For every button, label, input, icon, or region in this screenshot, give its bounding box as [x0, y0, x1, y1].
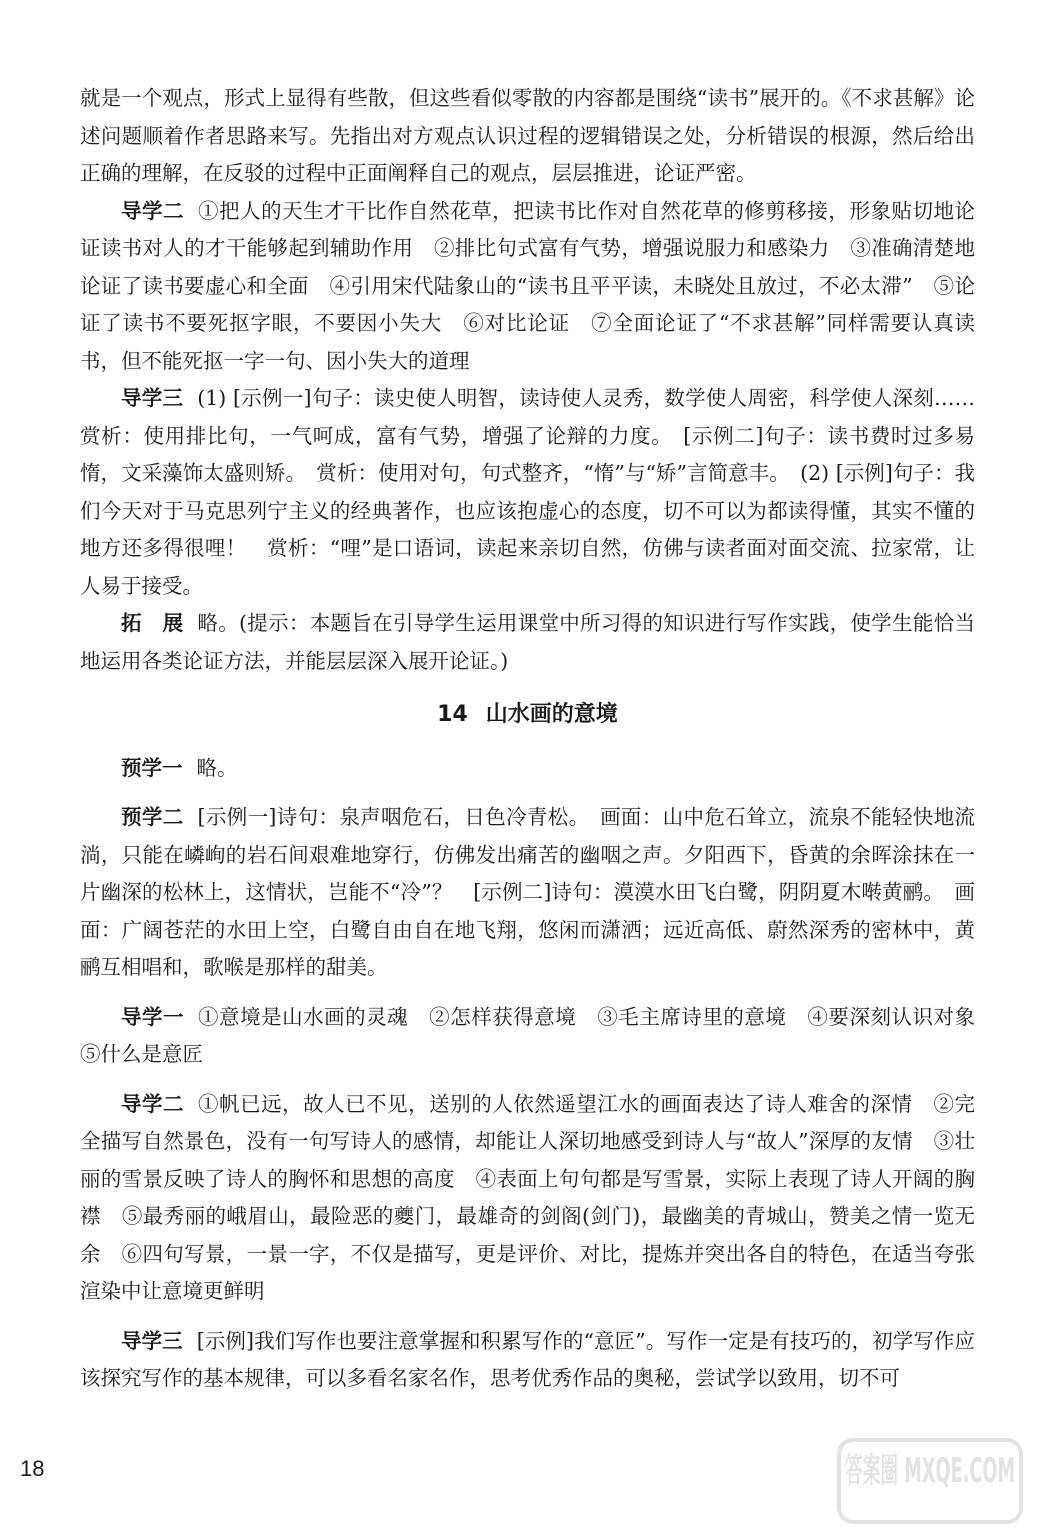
- s13-daoxue2: [80, 193, 975, 381]
- answer-content: [80, 80, 996, 1398]
- s14-daoxue3-label: 导学三: [121, 1328, 183, 1353]
- watermark-logo: [835, 1436, 1025, 1526]
- s14-daoxue2-text: ①帆已远，故人已不见，送别的人依然遥望江水的画面表达了诗人难舍的深情 ②完全描写自然景色，没有一句写诗人的感情，却能让人深切地感受到诗人与“故人”深厚的友情 ③壮丽的雪景反映了诗人的胸怀和思想的高度 ④表面上句句都是写雪景，实际上表现了诗人开阔的胸襟 ⑤最秀丽的峨眉山，最险恶的夔门，最雄奇的剑阁(剑门)，最幽美的青城山，赞美之情一览无余 ⑥四句写景，一景一字，不仅是描写，更是评价、对比，提炼并突出各自的特色，在适当夸张渲染中让意境更鲜明: [80, 1091, 976, 1303]
- s13-daoxue3: [80, 380, 996, 605]
- s14-daoxue1-text: ①意境是山水画的灵魂 ②怎样获得意境 ③毛主席诗里的意境 ④要深刻认识对象 ⑤什么是意匠: [80, 1004, 996, 1066]
- s14-yuxue1-text: 略。: [196, 755, 238, 780]
- s13-daoxue2-label: 导学二: [121, 198, 185, 223]
- s14-daoxue1: [80, 999, 996, 1074]
- continuation-paragraph: 就是一个观点，形式上显得有些散，但这些看似零散的内容都是围绕“读书”展开的。《不求甚解》论述问题顺着作者思路来写。先指出对方观点认识过程的逻辑错误之处，分析错误的根源，然后给出正确的理解，在反驳的过程中正面阐释自己的观点，层层推进，论证严密。: [80, 86, 975, 185]
- s13-tuozhan: [80, 605, 975, 680]
- s14-daoxue3-text: [示例]我们写作也要注意掌握和积累写作的“意匠”。写作一定是有技巧的，初学写作应该探究写作的基本规律，可以多看名家名作，思考优秀作品的奥秘，尝试学以致用，切不可: [80, 1328, 975, 1390]
- s14-daoxue2: [80, 1086, 975, 1311]
- section-14-title-text: 山水画的意境: [485, 702, 618, 727]
- s14-yuxue2-text: [示例一]诗句：泉声咽危石，日色冷青松。 画面：山中危石耸立，流泉不能轻快地流淌，只能在嶙峋的岩石间艰难地穿行，仿佛发出痛苦的幽咽之声。夕阳西下，昏黄的余晖涂抹在一片幽深的松林上，这情状，岂能不“冷”？ [示例二]诗句：漠漠水田飞白鹭，阴阴夏木啭黄鹂。 画面：广阔苍茫的水田上空，白鹭自由自在地飞翔，悠闲而潇洒；远近高低、蔚然深秀的密林中，黄鹂互相唱和，歌喉是那样的甜美。: [80, 805, 975, 979]
- s14-daoxue2-label: 导学二: [121, 1091, 185, 1116]
- section-14-title: [80, 696, 975, 734]
- s13-daoxue3-text: (1) [示例一]句子：读史使人明智，读诗使人灵秀，数学使人周密，科学使人深刻…… 赏析：使用排比句，一气呵成，富有气势，增强了论辩的力度。 [示例二]句子：读书费时过多易惰，文采藻饰太盛则矫。 赏析：使用对句，句式整齐，“惰”与“矫”言简意丰。 (2) [示例]句子：我们今天对于马克思列宁主义的经典著作，也应该抱虚心的态度，切不可以为都读得懂，其实不懂的地方还多得很哩！ 赏析：“哩”是口语词，读起来亲切自然，仿佛与读者面对面交流、拉家常，让人易于接受。: [80, 386, 996, 598]
- s14-yuxue2: [80, 799, 975, 987]
- s14-daoxue1-label: 导学一: [121, 1004, 185, 1029]
- s13-daoxue2-text: ①把人的天生才干比作自然花草，把读书比作对自然花草的修剪移接，形象贴切地论证读书对人的才干能够起到辅助作用 ②排比句式富有气势，增强说服力和感染力 ③准确清楚地论证了读书要虚心和全面 ④引用宋代陆象山的“读书且平平读，未晓处且放过，不必太滞” ⑤论证了读书不要死抠字眼，不要因小失大 ⑥对比论证 ⑦全面论证了“不求甚解”同样需要认真读书，但不能死抠一字一句、因小失大的道理: [80, 198, 976, 373]
- s14-yuxue2-label: 预学二: [121, 805, 184, 829]
- s13-daoxue3-label: 导学三: [121, 386, 184, 410]
- section-14-number: 14: [437, 702, 468, 727]
- s14-yuxue1: [80, 750, 975, 788]
- s13-tuozhan-label: 拓 展: [121, 611, 184, 635]
- s13-tuozhan-text: 略。(提示：本题旨在引导学生运用课堂中所习得的知识进行写作实践，使学生能恰当地运用各类论证方法，并能层层深入展开论证。): [80, 611, 976, 673]
- s14-yuxue1-label: 预学一: [121, 755, 183, 780]
- page-number: 18: [20, 1456, 45, 1481]
- s14-daoxue3: [80, 1323, 975, 1398]
- watermark-text: 答案圈 MXQE.COM: [845, 1451, 1015, 1491]
